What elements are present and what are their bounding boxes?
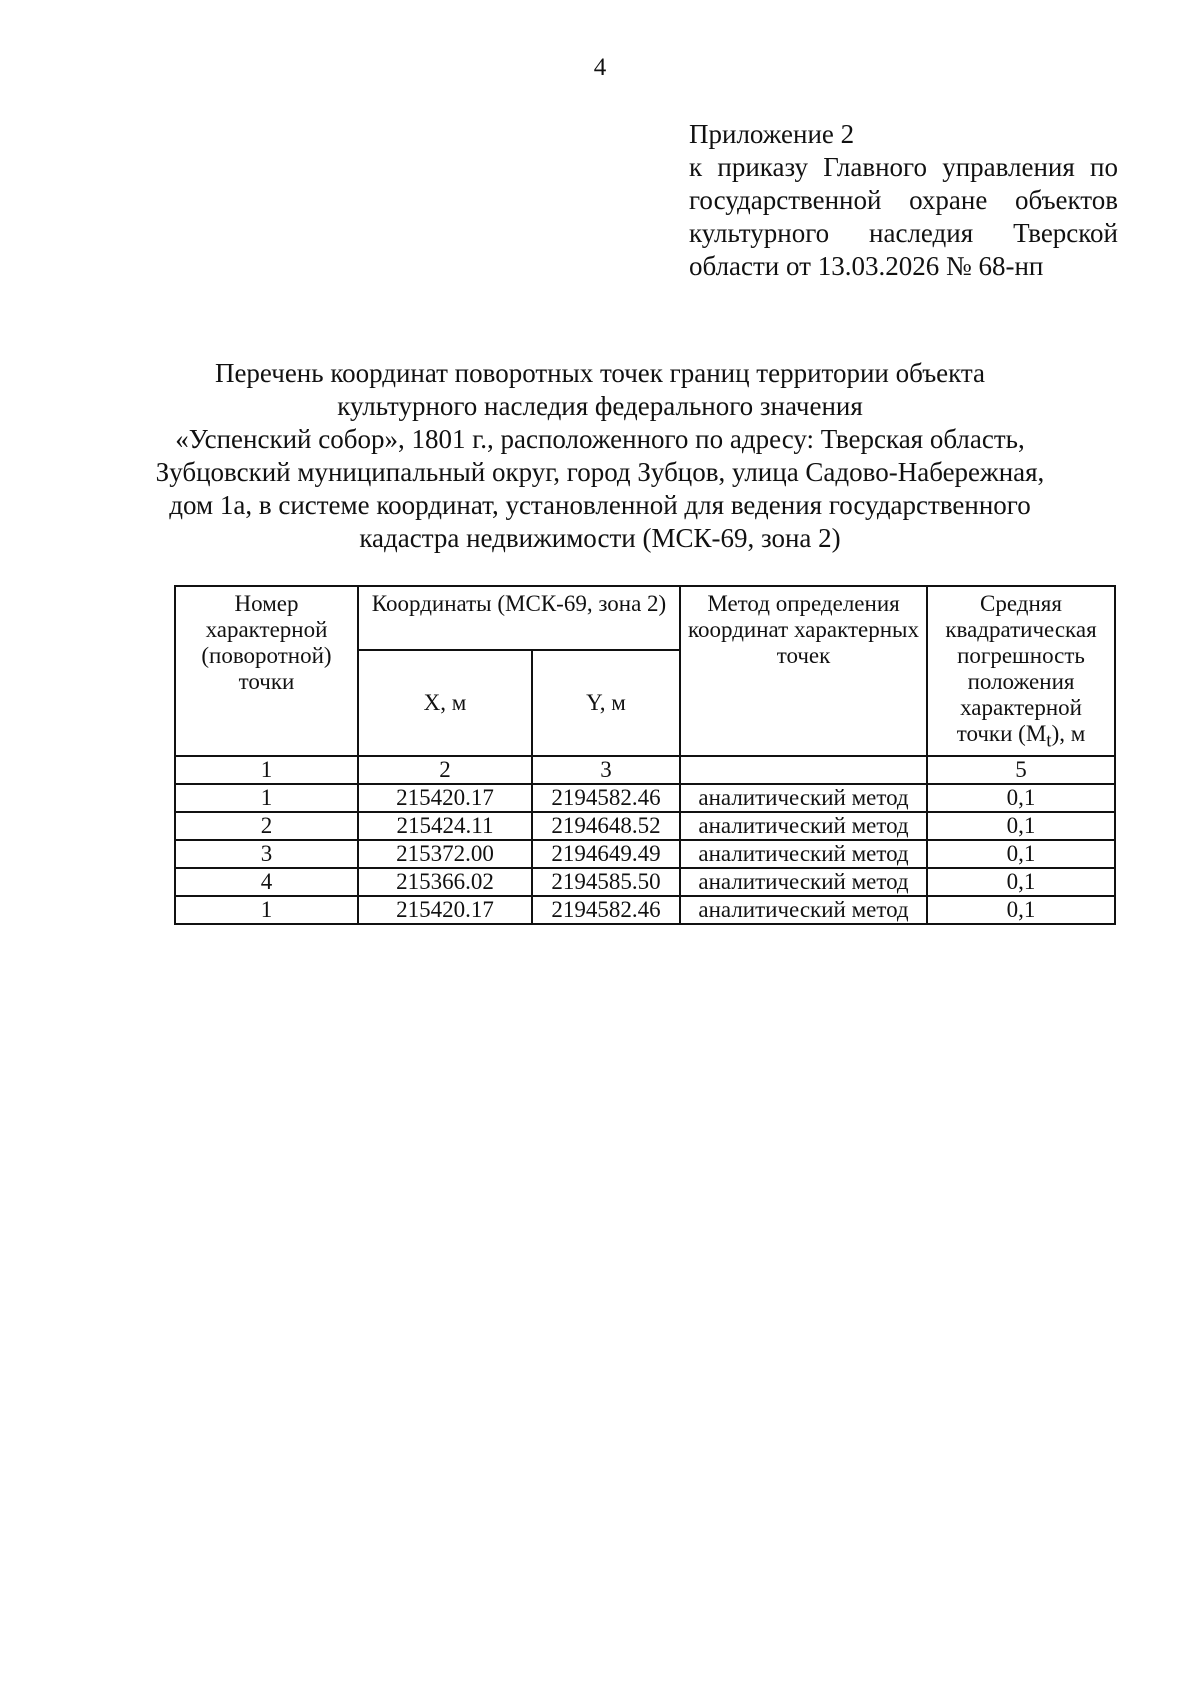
cell-error: 0,1	[927, 840, 1115, 868]
table-row	[175, 812, 1115, 840]
cell-method: аналитический метод	[680, 868, 927, 896]
cell-x: 215420.17	[358, 896, 532, 924]
coordinates-table	[174, 585, 1116, 925]
header-coordinates: Координаты (МСК-69, зона 2)	[358, 586, 680, 650]
title-line: дом 1а, в системе координат, установленной для ведения государственного	[169, 490, 1031, 520]
title-line: культурного наследия федерального значения	[337, 391, 863, 421]
header-method: Метод определения координат характерных точек	[680, 586, 927, 756]
title-line: Зубцовский муниципальный округ, город Зубцов, улица Садово-Набережная,	[155, 457, 1045, 487]
cell-x: 215424.11	[358, 812, 532, 840]
cell-y: 2194582.46	[532, 896, 680, 924]
column-number: 2	[358, 756, 532, 784]
cell-error: 0,1	[927, 896, 1115, 924]
cell-point-number: 4	[175, 868, 358, 896]
cell-y: 2194648.52	[532, 812, 680, 840]
cell-error: 0,1	[927, 812, 1115, 840]
column-number	[680, 756, 927, 784]
header-y: Y, м	[532, 650, 680, 756]
appendix-line: культурного наследия Тверской	[689, 218, 1118, 248]
appendix-line: государственной охране объектов	[689, 185, 1118, 215]
column-number: 3	[532, 756, 680, 784]
header-error-tail: ), м	[1051, 721, 1086, 746]
header-error-subscript: t	[1046, 730, 1052, 752]
cell-method: аналитический метод	[680, 896, 927, 924]
appendix-line: к приказу Главного управления по	[689, 152, 1118, 182]
table-row	[175, 840, 1115, 868]
cell-error: 0,1	[927, 784, 1115, 812]
cell-point-number: 3	[175, 840, 358, 868]
header-point-number: Номер характерной (поворотной) точки	[175, 586, 358, 756]
cell-method: аналитический метод	[680, 812, 927, 840]
column-number: 1	[175, 756, 358, 784]
column-numbers-row	[175, 756, 1115, 784]
table-row	[175, 784, 1115, 812]
document-title	[150, 357, 1050, 555]
cell-y: 2194582.46	[532, 784, 680, 812]
cell-point-number: 1	[175, 784, 358, 812]
header-error	[927, 586, 1115, 756]
appendix-line: области от 13.03.2026 № 68-нп	[689, 251, 1044, 281]
cell-x: 215372.00	[358, 840, 532, 868]
cell-method: аналитический метод	[680, 784, 927, 812]
header-x: X, м	[358, 650, 532, 756]
cell-point-number: 2	[175, 812, 358, 840]
column-number: 5	[927, 756, 1115, 784]
table-row	[175, 868, 1115, 896]
title-line: Перечень координат поворотных точек границ территории объекта	[214, 358, 986, 388]
title-line: кадастра недвижимости (МСК-69, зона 2)	[359, 523, 841, 553]
page-number: 4	[593, 54, 607, 81]
header-error-text: Средняя квадратическая погрешность положения характерной точки (M	[945, 591, 1097, 746]
appendix-block	[689, 118, 1118, 283]
cell-point-number: 1	[175, 896, 358, 924]
cell-x: 215420.17	[358, 784, 532, 812]
title-line: «Успенский собор», 1801 г., расположенного по адресу: Тверская область,	[175, 424, 1025, 454]
cell-error: 0,1	[927, 868, 1115, 896]
table-row	[175, 896, 1115, 924]
cell-y: 2194649.49	[532, 840, 680, 868]
cell-method: аналитический метод	[680, 840, 927, 868]
cell-x: 215366.02	[358, 868, 532, 896]
cell-y: 2194585.50	[532, 868, 680, 896]
appendix-title: Приложение 2	[689, 119, 855, 149]
